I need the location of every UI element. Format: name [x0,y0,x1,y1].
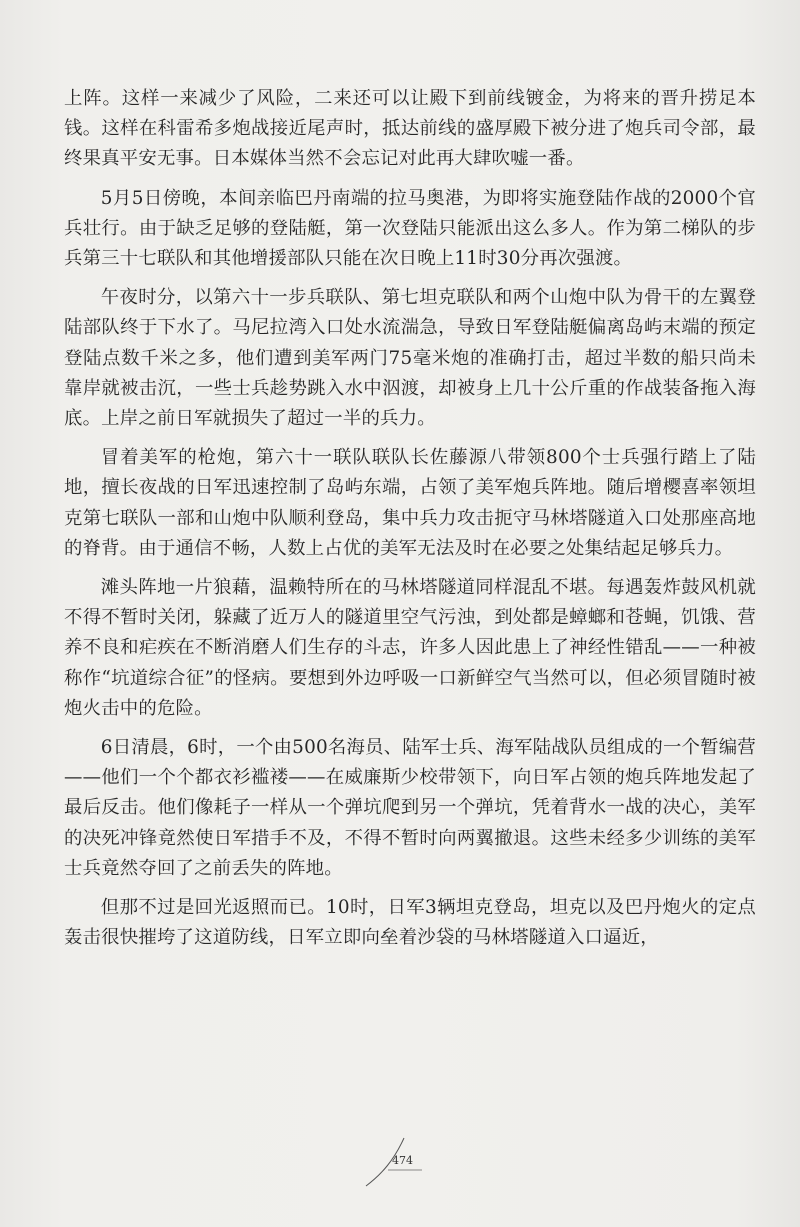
page-number: 474 [392,1154,413,1167]
paragraph-1: 上阵。这样一来减少了风险，二来还可以让殿下到前线镀金，为将来的晋升捞足本钱。这样在科雷希多炮战接近尾声时，抵达前线的盛厚殿下被分进了炮兵司令部，最终果真平安无事。日本媒体当然不会忘记对此再大肆吹嘘一番。 [64,88,756,170]
paragraph-6: 6日清晨，6时，一个由500名海员、陆军士兵、海军陆战队员组成的一个暂编营——他们一个个都衣衫褴褛——在威廉斯少校带领下，向日军占领的炮兵阵地发起了最后反击。他们像耗子一样从一个弹坑爬到另一个弹坑，凭着背水一战的决心，美军的决死冲锋竟然使日军措手不及，不得不暂时向两翼撤退。这些未经多少训练的美军士兵竟然夺回了之前丢失的阵地。 [64,737,756,879]
paragraph-3: 午夜时分，以第六十一步兵联队、第七坦克联队和两个山炮中队为骨干的左翼登陆部队终于下水了。马尼拉湾入口处水流湍急，导致日军登陆艇偏离岛屿末端的预定登陆点数千米之多，他们遭到美军两门75毫米炮的准确打击，超过半数的船只尚未靠岸就被击沉，一些士兵趁势跳入水中泅渡，却被身上几十公斤重的作战装备拖入海底。上岸之前日军就损失了超过一半的兵力。 [64,287,756,430]
page-footer [360,1130,450,1190]
paragraph-7: 但那不过是回光返照而已。10时，日军3辆坦克登岛，坦克以及巴丹炮火的定点轰击很快摧垮了这道防线，日军立即向垒着沙袋的马林塔隧道入口逼近， [64,897,756,949]
paragraph-2: 5月5日傍晚，本间亲临巴丹南端的拉马奥港，为即将实施登陆作战的2000个官兵壮行。由于缺乏足够的登陆艇，第一次登陆只能派出这么多人。作为第二梯队的步兵第三十七联队和其他增援部队只能在次日晚上11时30分再次强渡。 [64,187,756,270]
body-text [64,84,756,962]
paragraph-4: 冒着美军的枪炮，第六十一联队联队长佐藤源八带领800个士兵强行踏上了陆地，擅长夜战的日军迅速控制了岛屿东端，占领了美军炮兵阵地。随后增樱喜率领坦克第七联队一部和山炮中队顺利登岛，集中兵力攻击扼守马林塔隧道入口处那座高地的脊背。由于通信不畅，人数上占优的美军无法及时在必要之处集结起足够兵力。 [64,447,756,559]
paragraph-5: 滩头阵地一片狼藉，温赖特所在的马林塔隧道同样混乱不堪。每遇轰炸鼓风机就不得不暂时关闭，躲藏了近万人的隧道里空气污浊，到处都是蟑螂和苍蝇，饥饿、营养不良和疟疾在不断消磨人们生存的斗志，许多人因此患上了神经性错乱——一种被称作“坑道综合征”的怪病。要想到外边呼吸一口新鲜空气当然可以，但必须冒随时被炮火击中的危险。 [64,577,756,719]
